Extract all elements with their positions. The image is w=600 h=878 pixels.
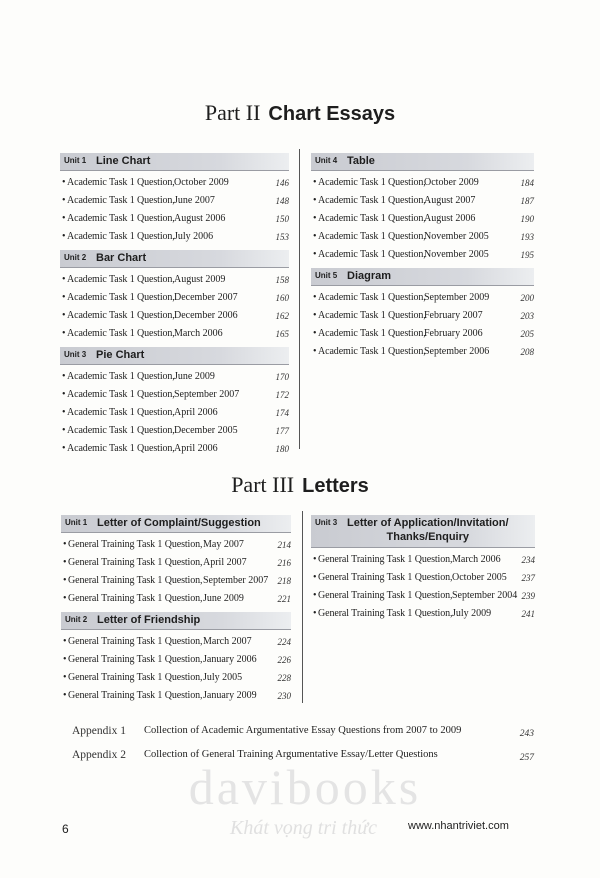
toc-entry[interactable]	[311, 246, 534, 264]
entry-question: Academic Task 1 Question,	[318, 231, 426, 242]
bullet-icon: •	[313, 554, 317, 565]
entry-page: 221	[277, 594, 291, 604]
unit-title: Table	[347, 155, 375, 167]
entry-question: General Training Task 1 Question,	[68, 690, 203, 701]
toc-entry[interactable]	[60, 440, 289, 458]
part-iii-heading	[0, 472, 600, 498]
bullet-icon: •	[62, 310, 66, 321]
entry-date: March 2006	[452, 554, 501, 565]
entry-question: Academic Task 1 Question,	[318, 346, 426, 357]
part-title: Letters	[302, 475, 369, 497]
bullet-icon: •	[313, 328, 317, 339]
unit-title: Diagram	[347, 270, 392, 282]
appendix-title: Collection of Academic Argumentative Essay Questions from 2007 to 2009	[144, 725, 462, 736]
entry-question: Academic Task 1 Question,	[318, 195, 426, 206]
unit-number: Unit 5	[315, 271, 338, 280]
unit-header[interactable]	[61, 612, 291, 630]
appendix-page: 243	[519, 729, 534, 739]
entry-date: August 2006	[174, 213, 226, 224]
unit-title: Line Chart	[96, 155, 151, 167]
publisher-url[interactable]: www.nhantriviet.com	[408, 820, 509, 832]
unit-title: Letter of Friendship	[97, 614, 201, 626]
entry-date: July 2005	[203, 672, 243, 683]
entry-question: Academic Task 1 Question,	[318, 292, 426, 303]
bullet-icon: •	[313, 346, 317, 357]
part-iii-right-column	[311, 511, 535, 623]
entry-question: Academic Task 1 Question,	[67, 443, 175, 454]
entry-page: 172	[275, 390, 289, 400]
toc-entry[interactable]	[60, 386, 289, 404]
bullet-icon: •	[313, 231, 317, 242]
entry-date: June 2009	[203, 593, 244, 604]
entry-question: Academic Task 1 Question,	[67, 328, 175, 339]
bullet-icon: •	[62, 231, 66, 242]
bullet-icon: •	[313, 608, 317, 619]
entry-page: 205	[520, 329, 534, 339]
entry-question: Academic Task 1 Question,	[67, 274, 175, 285]
entry-page: 150	[275, 214, 289, 224]
watermark-tagline: Khát vọng tri thức	[230, 817, 378, 839]
toc-entry[interactable]	[311, 569, 535, 587]
entry-date: February 2006	[424, 328, 483, 339]
entry-question: General Training Task 1 Question,	[68, 575, 203, 586]
entry-question: Academic Task 1 Question,	[318, 328, 426, 339]
toc-entry[interactable]	[61, 633, 291, 651]
entry-question: Academic Task 1 Question,	[67, 195, 175, 206]
toc-entry[interactable]	[61, 590, 291, 608]
toc-entry[interactable]	[61, 536, 291, 554]
entry-date: April 2006	[174, 443, 218, 454]
entry-date: November 2005	[424, 231, 489, 242]
unit-header[interactable]	[60, 153, 289, 171]
entry-page: 216	[277, 558, 291, 568]
entry-page: 180	[275, 444, 289, 454]
entry-question: Academic Task 1 Question,	[67, 407, 175, 418]
entry-date: September 2004	[452, 590, 518, 601]
entry-question: General Training Task 1 Question,	[68, 672, 203, 683]
entry-page: 158	[275, 275, 289, 285]
unit-number: Unit 3	[315, 518, 338, 527]
unit-number: Unit 4	[315, 156, 338, 165]
toc-entry[interactable]	[311, 307, 534, 325]
unit-header[interactable]	[311, 268, 534, 286]
entry-date: March 2006	[174, 328, 223, 339]
entry-question: Academic Task 1 Question,	[67, 292, 175, 303]
toc-entry[interactable]	[60, 228, 289, 246]
entry-date: June 2009	[174, 371, 215, 382]
toc-entry[interactable]	[60, 422, 289, 440]
entry-page: 195	[520, 250, 534, 260]
entry-date: June 2007	[174, 195, 215, 206]
toc-entry[interactable]	[60, 404, 289, 422]
part-label: Part III	[231, 472, 295, 497]
entry-date: March 2007	[203, 636, 252, 647]
toc-entry[interactable]	[61, 572, 291, 590]
entry-date: July 2009	[452, 608, 492, 619]
page-number: 6	[62, 822, 69, 836]
entry-question: General Training Task 1 Question,	[318, 554, 453, 565]
bullet-icon: •	[62, 407, 66, 418]
entry-question: Academic Task 1 Question,	[67, 310, 175, 321]
entry-date: September 2007	[203, 575, 269, 586]
entry-date: January 2006	[203, 654, 257, 665]
unit-header[interactable]	[60, 250, 289, 268]
toc-entry[interactable]	[311, 228, 534, 246]
bullet-icon: •	[63, 557, 67, 568]
toc-entry[interactable]	[60, 210, 289, 228]
entry-question: General Training Task 1 Question,	[68, 654, 203, 665]
toc-entry[interactable]	[311, 551, 535, 569]
entry-date: January 2009	[203, 690, 257, 701]
entry-page: 174	[275, 408, 289, 418]
entry-page: 187	[520, 196, 534, 206]
bullet-icon: •	[313, 177, 317, 188]
entry-page: 228	[277, 673, 291, 683]
bullet-icon: •	[63, 575, 67, 586]
part-iii-left-column	[61, 511, 291, 705]
entry-date: September 2009	[424, 292, 490, 303]
bullet-icon: •	[63, 672, 67, 683]
entry-date: August 2007	[424, 195, 476, 206]
entry-page: 226	[277, 655, 291, 665]
toc-entry[interactable]	[311, 289, 534, 307]
entry-question: Academic Task 1 Question,	[67, 213, 175, 224]
entry-page: 184	[520, 178, 534, 188]
bullet-icon: •	[62, 177, 66, 188]
entry-date: February 2007	[424, 310, 483, 321]
entry-question: General Training Task 1 Question,	[318, 572, 453, 583]
toc-entry[interactable]	[61, 554, 291, 572]
entry-date: December 2006	[174, 310, 238, 321]
bullet-icon: •	[62, 371, 66, 382]
entry-date: August 2006	[424, 213, 476, 224]
entry-question: Academic Task 1 Question,	[318, 177, 426, 188]
toc-entry[interactable]	[60, 368, 289, 386]
entry-question: General Training Task 1 Question,	[68, 557, 203, 568]
unit-header[interactable]	[311, 515, 535, 548]
bullet-icon: •	[62, 213, 66, 224]
unit-header[interactable]	[61, 515, 291, 533]
entry-page: 160	[275, 293, 289, 303]
entry-page: 177	[275, 426, 289, 436]
entry-question: General Training Task 1 Question,	[318, 608, 453, 619]
bullet-icon: •	[62, 292, 66, 303]
entry-date: December 2005	[174, 425, 238, 436]
toc-entry[interactable]	[61, 687, 291, 705]
bullet-icon: •	[63, 539, 67, 550]
unit-title-line: Letter of Application/Invitation/	[347, 517, 509, 529]
entry-date: September 2007	[174, 389, 240, 400]
unit-header[interactable]	[311, 153, 534, 171]
entry-page: 237	[521, 573, 535, 583]
entry-page: 218	[277, 576, 291, 586]
bullet-icon: •	[313, 310, 317, 321]
bullet-icon: •	[62, 389, 66, 400]
entry-page: 162	[275, 311, 289, 321]
entry-question: Academic Task 1 Question,	[67, 371, 175, 382]
toc-entry[interactable]	[60, 325, 289, 343]
entry-question: General Training Task 1 Question,	[68, 636, 203, 647]
toc-entry[interactable]	[61, 651, 291, 669]
toc-entry[interactable]	[60, 289, 289, 307]
entry-page: 165	[275, 329, 289, 339]
entry-date: December 2007	[174, 292, 238, 303]
entry-page: 193	[520, 232, 534, 242]
appendix-page: 257	[519, 753, 534, 763]
unit-number: Unit 3	[64, 350, 87, 359]
entry-question: Academic Task 1 Question,	[318, 213, 426, 224]
entry-date: July 2006	[174, 231, 214, 242]
watermark-logo: davibooks	[188, 759, 422, 815]
entry-question: Academic Task 1 Question,	[318, 310, 426, 321]
entry-page: 203	[520, 311, 534, 321]
column-divider	[299, 149, 300, 449]
entry-date: November 2005	[424, 249, 489, 260]
bullet-icon: •	[313, 249, 317, 260]
unit-title-line: Thanks/Enquiry	[386, 531, 470, 543]
entry-question: Academic Task 1 Question,	[67, 231, 175, 242]
entry-question: Academic Task 1 Question,	[318, 249, 426, 260]
bullet-icon: •	[313, 213, 317, 224]
entry-date: April 2007	[203, 557, 247, 568]
entry-page: 153	[275, 232, 289, 242]
appendix-title: Collection of General Training Argumentative Essay/Letter Questions	[144, 749, 438, 760]
part-ii-left-column	[60, 149, 289, 458]
entry-page: 224	[277, 637, 291, 647]
unit-title: Pie Chart	[96, 349, 145, 361]
unit-header[interactable]	[60, 347, 289, 365]
entry-page: 170	[275, 372, 289, 382]
part-ii-heading	[0, 100, 600, 126]
entry-page: 148	[275, 196, 289, 206]
bullet-icon: •	[62, 328, 66, 339]
unit-title: Bar Chart	[96, 252, 147, 264]
toc-entry[interactable]	[311, 587, 535, 605]
unit-title	[347, 516, 509, 544]
toc-entry[interactable]	[60, 271, 289, 289]
toc-entry[interactable]	[60, 192, 289, 210]
entry-date: October 2009	[424, 177, 479, 188]
appendix-label: Appendix 2	[72, 749, 126, 761]
column-divider	[302, 511, 303, 703]
toc-entry[interactable]	[311, 605, 535, 623]
entry-question: General Training Task 1 Question,	[68, 593, 203, 604]
toc-entry[interactable]	[311, 343, 534, 361]
bullet-icon: •	[63, 690, 67, 701]
entry-date: October 2005	[452, 572, 507, 583]
entry-page: 239	[521, 591, 535, 601]
bullet-icon: •	[63, 654, 67, 665]
entry-date: May 2007	[203, 539, 244, 550]
appendix-1[interactable]	[72, 725, 534, 745]
bullet-icon: •	[313, 572, 317, 583]
bullet-icon: •	[313, 195, 317, 206]
entry-question: General Training Task 1 Question,	[318, 590, 453, 601]
bullet-icon: •	[63, 636, 67, 647]
entry-page: 214	[277, 540, 291, 550]
appendix-label: Appendix 1	[72, 725, 126, 737]
entry-question: Academic Task 1 Question,	[67, 389, 175, 400]
bullet-icon: •	[62, 443, 66, 454]
entry-page: 208	[520, 347, 534, 357]
entry-page: 146	[275, 178, 289, 188]
unit-number: Unit 1	[64, 156, 87, 165]
entry-page: 200	[520, 293, 534, 303]
part-label: Part II	[204, 100, 261, 125]
bullet-icon: •	[313, 292, 317, 303]
unit-number: Unit 2	[64, 253, 87, 262]
entry-date: April 2006	[174, 407, 218, 418]
toc-entry[interactable]	[60, 307, 289, 325]
entry-date: September 2006	[424, 346, 490, 357]
entry-page: 241	[521, 609, 535, 619]
bullet-icon: •	[313, 590, 317, 601]
entry-date: August 2009	[174, 274, 226, 285]
unit-number: Unit 2	[65, 615, 88, 624]
entry-page: 234	[521, 555, 535, 565]
entry-question: General Training Task 1 Question,	[68, 539, 203, 550]
unit-number: Unit 1	[65, 518, 88, 527]
entry-page: 230	[277, 691, 291, 701]
entry-question: Academic Task 1 Question,	[67, 177, 175, 188]
bullet-icon: •	[62, 195, 66, 206]
entry-question: Academic Task 1 Question,	[67, 425, 175, 436]
toc-entry[interactable]	[311, 325, 534, 343]
toc-entry[interactable]	[311, 192, 534, 210]
entry-date: October 2009	[174, 177, 229, 188]
bullet-icon: •	[62, 274, 66, 285]
toc-entry[interactable]	[311, 174, 534, 192]
toc-entry[interactable]	[60, 174, 289, 192]
part-ii-right-column	[311, 149, 534, 361]
toc-entry[interactable]	[61, 669, 291, 687]
bullet-icon: •	[62, 425, 66, 436]
bullet-icon: •	[63, 593, 67, 604]
entry-page: 190	[520, 214, 534, 224]
unit-title: Letter of Complaint/Suggestion	[97, 517, 261, 529]
part-title: Chart Essays	[268, 103, 396, 125]
toc-entry[interactable]	[311, 210, 534, 228]
